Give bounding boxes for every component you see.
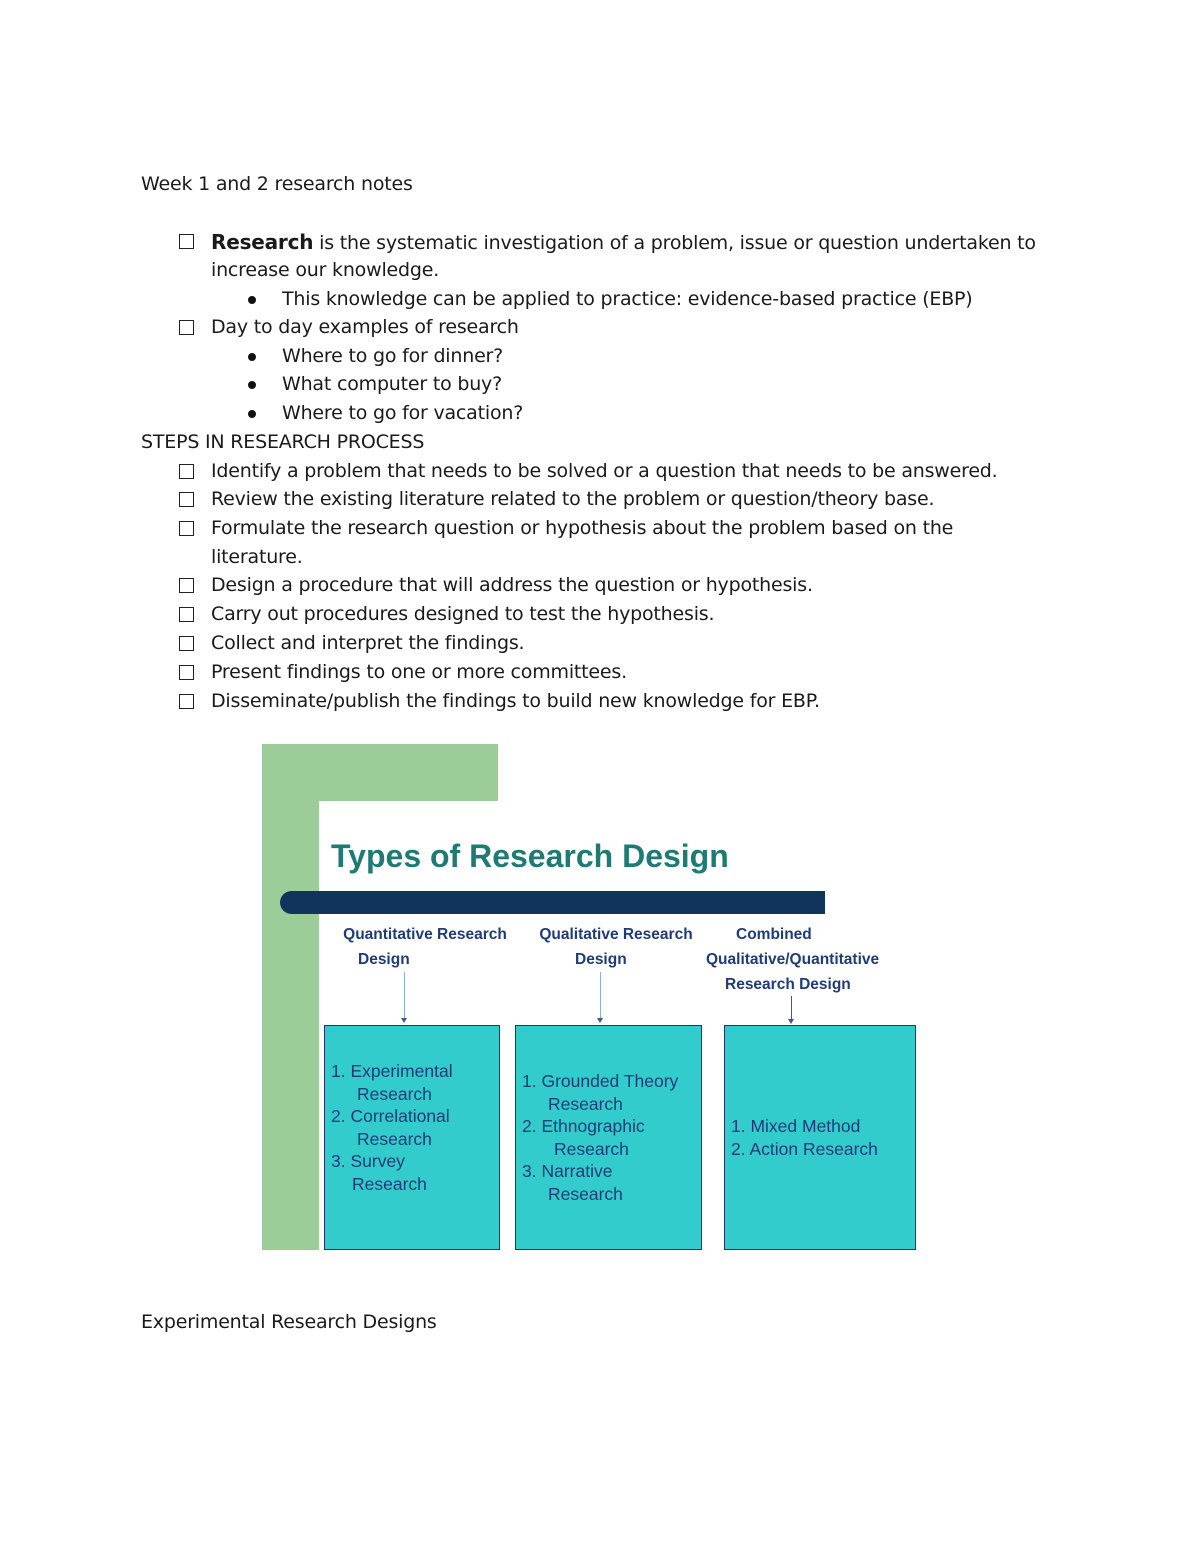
list-item: 3. Survey [331,1151,405,1171]
list-item: Research [357,1128,432,1149]
research-definition-line1 [211,230,1036,254]
list-item: Research [548,1093,623,1114]
column-header-combined-line3 [725,972,851,997]
column-header-quantitative [336,922,514,947]
step-item-continuation: literature. [211,546,303,568]
example-item: What computer to buy? [282,373,502,395]
column-header-line: Qualitative/Quantitative [706,951,880,968]
list-item: 3. Narrative [522,1161,613,1181]
step-item: Collect and interpret the findings. [211,632,525,654]
quantitative-designs-list [331,1060,453,1195]
list-item: 1. Mixed Method [731,1116,861,1136]
combined-designs-list [731,1115,878,1160]
column-header-quantitative-line2 [358,947,410,972]
step-item: Identify a problem that needs to be solved or a question that needs to be answered. [211,460,998,482]
step-item: Carry out procedures designed to test the hypothesis. [211,603,715,625]
connector-line [600,972,601,1018]
steps-title: STEPS IN RESEARCH PROCESS [141,431,425,453]
column-header-qualitative [533,922,699,947]
slide-green-sidebar [262,744,319,1250]
column-header-line: Quantitative Research [343,926,507,943]
bullet-icon [248,410,256,418]
list-item: 2. Action Research [731,1138,878,1159]
arrow-down-icon [788,1019,794,1024]
checkbox-icon[interactable] [179,636,194,651]
list-item: 1. Grounded Theory [522,1071,679,1091]
checkbox-icon[interactable] [179,320,194,335]
column-header-line: Combined [736,926,812,943]
connector-line [404,972,405,1018]
bullet-icon [248,381,256,389]
column-header-line: Design [575,951,627,968]
column-header-qualitative-line2 [575,947,627,972]
checkbox-icon[interactable] [179,464,194,479]
checkbox-icon[interactable] [179,578,194,593]
section-heading: Experimental Research Designs [141,1311,437,1333]
list-item: Research [554,1138,629,1159]
arrow-down-icon [401,1018,407,1023]
checkbox-icon[interactable] [179,521,194,536]
examples-title: Day to day examples of research [211,316,519,338]
example-item: Where to go for vacation? [282,402,524,424]
checkbox-icon[interactable] [179,694,194,709]
connector-line [791,996,792,1019]
list-item: Research [548,1183,623,1204]
column-header-line: Qualitative Research [539,926,693,943]
list-item: 1. Experimental [331,1061,453,1081]
checkbox-icon[interactable] [179,492,194,507]
step-item: Present findings to one or more committees. [211,661,627,683]
ebp-note: This knowledge can be applied to practice: evidence-based practice (EBP) [282,288,973,310]
column-header-line: Research Design [725,976,851,993]
list-item: Research [357,1083,432,1104]
qualitative-designs-list [522,1070,678,1205]
page-title: Week 1 and 2 research notes [141,173,413,195]
slide-title-bar [280,891,825,914]
bullet-icon [248,296,256,304]
checkbox-icon[interactable] [179,234,194,249]
list-item: 2. Ethnographic [522,1116,645,1136]
checkbox-icon[interactable] [179,607,194,622]
list-item: 2. Correlational [331,1106,450,1126]
column-header-combined-line2 [706,947,879,972]
step-item: Design a procedure that will address the question or hypothesis. [211,574,813,596]
arrow-down-icon [597,1018,603,1023]
list-item: Research [352,1173,427,1194]
checkbox-icon[interactable] [179,665,194,680]
research-definition-text: is the systematic investigation of a problem, issue or question undertaken to [313,232,1036,254]
slide-title: Types of Research Design [331,838,729,874]
research-definition-line2: increase our knowledge. [211,259,440,281]
column-header-combined [736,922,812,947]
step-item: Disseminate/publish the findings to build new knowledge for EBP. [211,690,820,712]
example-item: Where to go for dinner? [282,345,504,367]
research-term: Research [211,230,314,254]
step-item: Review the existing literature related to the problem or question/theory base. [211,488,935,510]
column-header-line: Design [358,951,410,968]
step-item: Formulate the research question or hypothesis about the problem based on the [211,517,954,539]
bullet-icon [248,353,256,361]
